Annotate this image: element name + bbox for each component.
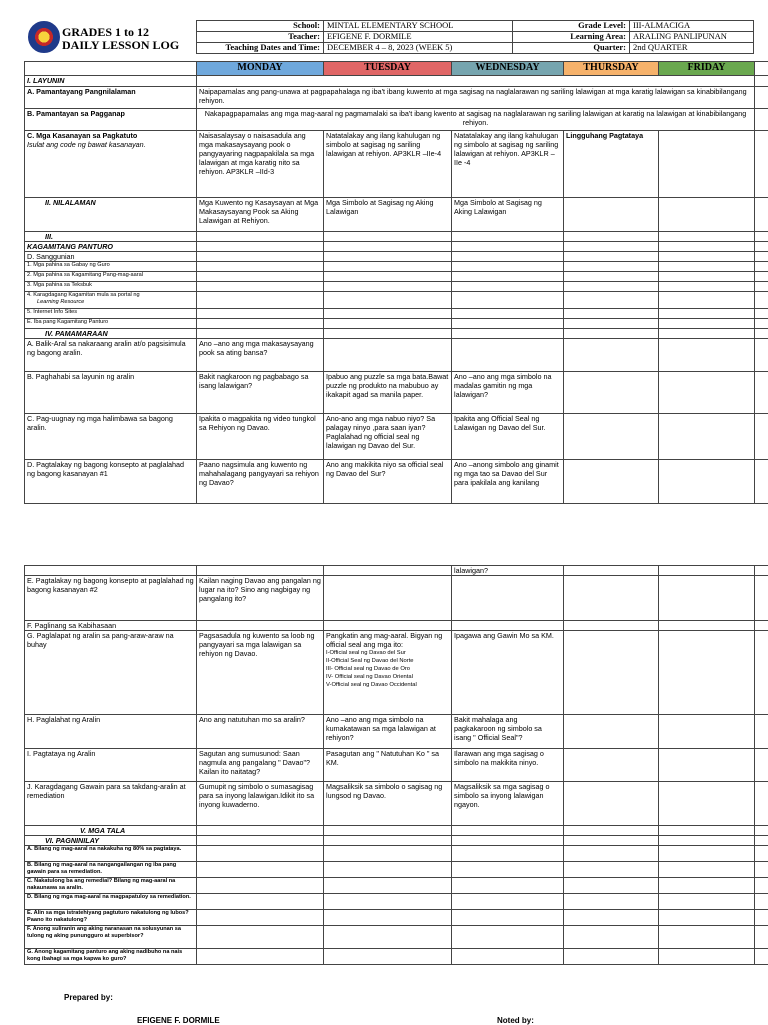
official-seal-list <box>326 649 449 689</box>
karagdagang-gawain-wednesday: Magsaliksik sa mga sagisag o simbolo sa inyong lalawigan ngayon. <box>452 782 564 826</box>
pamantayan-pagganap-label: B. Pamantayan sa Pagganap <box>25 109 197 131</box>
teksbuk-label: 3. Mga pahina sa Teksbuk <box>25 282 197 292</box>
official-seal-item: IV- Official seal ng Davao Oriental <box>326 674 413 680</box>
internet-label: 5. Internet Info Sites <box>25 309 197 319</box>
learning-resource-label: Learning Resource <box>37 299 85 305</box>
day-friday: FRIDAY <box>659 62 755 76</box>
official-seal-item: III- Official seal ng Davao de Oro <box>326 666 410 672</box>
kasanayan-thursday: Lingguhang Pagtataya <box>564 131 659 198</box>
teacher-label: Teacher: <box>197 32 324 43</box>
day-tuesday: TUESDAY <box>324 62 452 76</box>
official-seal-item: II-Official Seal ng Davao del Norte <box>326 658 414 664</box>
paghahabi-wednesday: Ano –ano ang mga simbolo na madalas gamitin ng mga lalawigan? <box>452 372 564 414</box>
nilalaman-wednesday: Mga Simbolo at Sagisag ng Aking Lalawigan <box>452 198 564 232</box>
reflection-c: C. Nakatulong ba ang remedial? Bilang ng mag-aaral na nakaunawa sa aralin. <box>25 878 197 894</box>
school-label: School: <box>197 21 324 32</box>
reflection-e: E. Alin sa mga istratehiyang pagtuturo nakatulong ng lubos? Paano ito nakatulong? <box>25 910 197 926</box>
lesson-log-table-1 <box>24 61 768 504</box>
kasanayan-label: C. Mga Kasanayan sa Pagkatuto <box>27 131 138 140</box>
kasanayan-sub: Isulat ang code ng bawat kasanayan. <box>27 140 146 149</box>
paglalahat-monday: Ano ang natutuhan mo sa aralin? <box>197 715 324 749</box>
paglalapat-label: G. Paglalapat ng aralin sa pang-araw-araw na buhay <box>25 631 197 715</box>
nilalaman-tuesday: Mga Simbolo at Sagisag ng Aking Lalawigan <box>324 198 452 232</box>
noted-by-label: Noted by: <box>497 1016 534 1025</box>
grade-label: Grade Level: <box>513 21 630 32</box>
paglalahat-wednesday: Bakit mahalaga ang pagkakaroon ng simbolo sa isang " Official Seal"? <box>452 715 564 749</box>
pagtataya-wednesday: Ilarawan ang mga sagisag o simbolo na makikita ninyo. <box>452 749 564 782</box>
pagtalakay-1-wednesday-cont: lalawigan? <box>452 566 564 576</box>
kasanayan-monday: Naisasalaysay o naisasadula ang mga makasaysayang pook o pangyayaring nagpapakilala sa mga lalawigan at mga karatig nito sa rehiyon. AP3KLR –IId-3 <box>197 131 324 198</box>
reflection-a: A. Bilang ng mag-aaral na nakakuha ng 80% sa pagtataya. <box>25 846 197 862</box>
day-monday: MONDAY <box>197 62 324 76</box>
dates-label: Teaching Dates and Time: <box>197 43 324 54</box>
reflection-b: B. Bilang ng mag-aaral na nangangailangan ng iba pang gawain para sa remediation. <box>25 862 197 878</box>
section-layunin: I. LAYUNIN <box>25 76 197 87</box>
iba-pang-kagamitan-label: E. Iba pang Kagamitang Panturo <box>25 319 197 329</box>
paglalapat-tuesday: Pangkatin ang mag-aaral. Bigyan ng official seal ang mga ito: <box>326 631 443 649</box>
section-pagninilay: VI. PAGNINILAY <box>25 836 197 846</box>
sanggunian-label: D. Sanggunian <box>25 252 197 262</box>
pagtalakay-2-label: E. Pagtalakay ng bagong konsepto at paglalahad ng bagong kasanayan #2 <box>25 576 197 621</box>
day-thursday: THURSDAY <box>564 62 659 76</box>
kasanayan-wednesday: Natatalakay ang ilang kahulugan ng simbolo at sagisag ng sariling lalawigan at rehiyon. AP3KLR –IIe -4 <box>452 131 564 198</box>
quarter-label: Quarter: <box>513 43 630 54</box>
official-seal-item: I-Official seal ng Davao del Sur <box>326 650 406 656</box>
nilalaman-monday: Mga Kuwento ng Kasaysayan at Mga Makasaysayang Pook sa Aking Lalawigan at Rehiyon. <box>197 198 324 232</box>
pag-uugnay-wednesday: Ipakita ang Official Seal ng Lalawigan ng Davao del Sur. <box>452 414 564 460</box>
lesson-log-table-2 <box>24 565 768 965</box>
header-info-table <box>196 20 754 54</box>
paglalapat-monday: Pagsasadula ng kuwento sa loob ng pangyayari sa mga lalawigan sa rehiyon ng Davao. <box>197 631 324 715</box>
area-label: Learning Area: <box>513 32 630 43</box>
section-nilalaman: II. NILALAMAN <box>25 198 197 232</box>
title-line-2: DAILY LESSON LOG <box>62 38 180 52</box>
pagtalakay-1-label: D. Pagtalakay ng bagong konsepto at paglalahad ng bagong kasanayan #1 <box>25 460 197 504</box>
official-seal-item: V-Official seal ng Davao Occidental <box>326 682 417 688</box>
reflection-f: F. Anong suliranin ang aking naranasan na solusyunan sa tulong ng aking punungguro at superbisor? <box>25 926 197 949</box>
title-line-1: GRADES 1 to 12 <box>62 25 150 39</box>
preparer-name: EFIGENE F. DORMILE <box>137 1016 220 1025</box>
section-kagamitan: KAGAMITANG PANTURO <box>25 242 197 252</box>
prepared-by-label: Prepared by: <box>64 993 113 1002</box>
pagtalakay-1-monday: Paano nagsimula ang kuwento ng mahahalagang pangyayari sa rehiyon ng Davao? <box>197 460 324 504</box>
teacher-value: EFIGENE F. DORMILE <box>324 32 513 43</box>
reflection-g: G. Anong kagamitang panturo ang aking nadibuho na nais kong ibahagi sa mga kapwa ko guro? <box>25 949 197 965</box>
pagtalakay-1-wednesday: Ano –anong simbolo ang ginamit ng mga tao sa Davao del Sur para ipakilala ang kanilang <box>452 460 564 504</box>
paglalahat-tuesday: Ano –ano ang mga simbolo na kumakatawan sa mga lalawigan at rehiyon? <box>324 715 452 749</box>
kasanayan-tuesday: Natatalakay ang ilang kahulugan ng simbolo at sagisag ng sariling lalawigan at rehiyon. AP3KLR –IIe-4 <box>324 131 452 198</box>
section-pamamaraan: IV. PAMAMARAAN <box>25 329 197 339</box>
balik-aral-monday: Ano –ano ang mga makasaysayang pook sa ating bansa? <box>197 339 324 372</box>
paglalahat-label: H. Paglalahat ng Aralin <box>25 715 197 749</box>
dates-value: DECEMBER 4 – 8, 2023 (WEEK 5) <box>324 43 513 54</box>
portal-label: 4. Karagdagang Kagamitan mula sa portal ng <box>27 292 140 298</box>
day-wednesday: WEDNESDAY <box>452 62 564 76</box>
pagtataya-monday: Sagutan ang sumusunod: Saan nagmula ang pangalang " Davao"?Kailan ito naitatag? <box>197 749 324 782</box>
pagtalakay-1-tuesday: Ano ang makikita niyo sa official seal ng Davao del Sur? <box>324 460 452 504</box>
karagdagang-gawain-tuesday: Magsaliksik sa simbolo o sagisag ng lungsod ng Davao. <box>324 782 452 826</box>
pamantayan-pagganap-text: Nakapagpapamalas ang mga mag-aaral ng pagmamalaki sa iba't ibang kwento at sagisag na naglalarawan ng sariling lalawigan at karatig na lalawigan at kinabibilangang rehiyon. <box>197 109 755 131</box>
reflection-d: D. Bilang ng mga mag-aaral na magpapatuloy sa remediation. <box>25 894 197 910</box>
deped-logo <box>28 21 60 53</box>
pamantayang-pangnilalaman-label: A. Pamantayang Pangnilalaman <box>25 87 197 109</box>
balik-aral-label: A. Balik-Aral sa nakaraang aralin at/o pagsisimula ng bagong aralin. <box>25 339 197 372</box>
area-value: ARALING PANLIPUNAN <box>630 32 754 43</box>
paglalapat-wednesday: Ipagawa ang Gawin Mo sa KM. <box>452 631 564 715</box>
section-iii: III. <box>25 232 197 242</box>
quarter-value: 2nd QUARTER <box>630 43 754 54</box>
grade-value: III-ALMACIGA <box>630 21 754 32</box>
pag-uugnay-label: C. Pag-uugnay ng mga halimbawa sa bagong aralin. <box>25 414 197 460</box>
gabay-label: 1. Mga pahina sa Gabay ng Guro <box>25 262 197 272</box>
pamantayang-pangnilalaman-text: Naipapamalas ang pang-unawa at pagpapahalaga ng iba't ibang kuwento at mga sagisag na naglalarawan ng sariling lalawigan at mga karatig lalawigan sa kinabibilangang rehiyon. <box>197 87 755 109</box>
pag-uugnay-monday: Ipakita o magpakita ng video tungkol sa Rehiyon ng Davao. <box>197 414 324 460</box>
karagdagang-gawain-label: J. Karagdagang Gawain para sa takdang-aralin at remediation <box>27 782 186 800</box>
pagtataya-label: I. Pagtataya ng Aralin <box>25 749 197 782</box>
school-value: MINTAL ELEMENTARY SCHOOL <box>324 21 513 32</box>
paghahabi-tuesday: Ipabuo ang puzzle sa mga bata.Bawat puzzle ng produkto na mabubuo ay ikakapit agad sa manila paper. <box>324 372 452 414</box>
paghahabi-monday: Bakit nagkaroon ng pagbabago sa isang lalawigan? <box>197 372 324 414</box>
pagtataya-tuesday: Pasagutan ang " Natutuhan Ko " sa KM. <box>324 749 452 782</box>
pagtalakay-2-monday: Kailan naging Davao ang pangalan ng lugar na ito? Sino ang nagbigay ng pangalang ito? <box>197 576 324 621</box>
section-mga-tala: V. MGA TALA <box>25 826 197 836</box>
pag-uugnay-tuesday: Ano-ano ang mga nabuo niyo? Sa palagay ninyo ,para saan iyan? Paglalahad ng official seal ng lalawigan ng Davao del Sur. <box>324 414 452 460</box>
paglinang-label: F. Paglinang sa Kabihasaan <box>25 621 197 631</box>
paghahabi-label: B. Paghahabi sa layunin ng aralin <box>25 372 197 414</box>
karagdagang-gawain-monday: Gumupit ng simbolo o sumasagisag para sa inyong lalawigan.Idikit ito sa inyong kuwaderno. <box>197 782 324 826</box>
kagamitang-pang-mag-aaral-label: 2. Mga pahina sa Kagamitang Pang-mag-aaral <box>25 272 197 282</box>
